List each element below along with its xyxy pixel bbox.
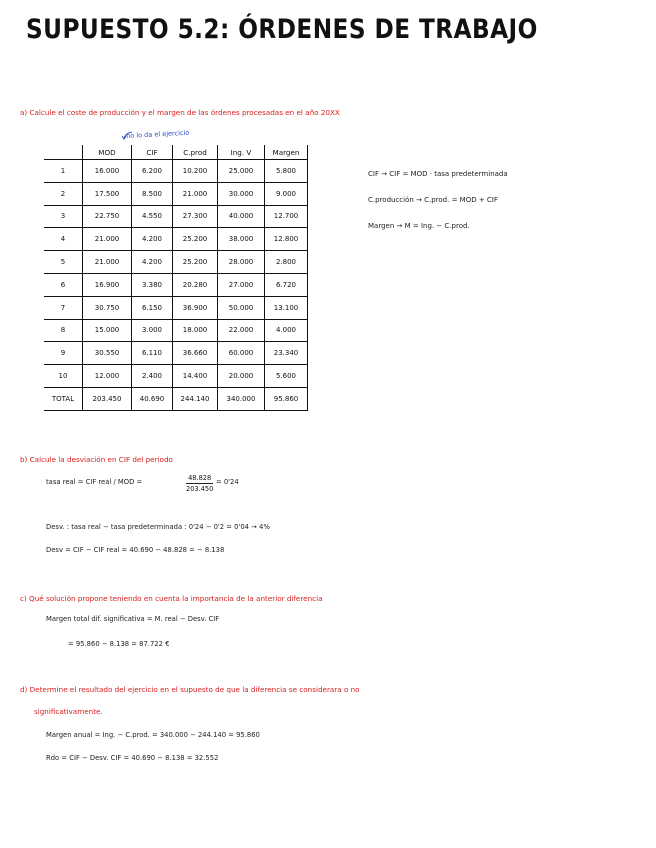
table-cell: 14.400	[173, 365, 218, 388]
table-cell: 30.750	[83, 296, 132, 319]
table-cell: 17.500	[83, 182, 132, 205]
fraction-denominator: 203.450	[186, 485, 214, 493]
table-cell: 40.000	[218, 205, 265, 228]
table-cell: 13.100	[265, 296, 308, 319]
order-number-cell: TOTAL	[44, 387, 83, 410]
table-cell: 27.300	[173, 205, 218, 228]
order-number-cell: 2	[44, 182, 83, 205]
table-cell: 4.200	[132, 251, 173, 274]
table-cell: 18.000	[173, 319, 218, 342]
table-cell: 27.000	[218, 273, 265, 296]
order-number-cell: 7	[44, 296, 83, 319]
column-header: Ing. V	[218, 145, 265, 160]
desviacion-cif-line: Desv = CIF − CIF real = 40.690 − 48.828 = − 8.138	[46, 546, 225, 554]
formulas-block	[368, 170, 508, 248]
table-cell: 25.200	[173, 228, 218, 251]
table-cell: 36.660	[173, 342, 218, 365]
table-cell: 50.000	[218, 296, 265, 319]
table-cell: 4.550	[132, 205, 173, 228]
table-cell: 36.900	[173, 296, 218, 319]
table-cell: 30.550	[83, 342, 132, 365]
table-cell: 21.000	[83, 228, 132, 251]
order-number-cell: 1	[44, 160, 83, 183]
table-cell: 22.000	[218, 319, 265, 342]
table-cell: 38.000	[218, 228, 265, 251]
table-cell: 203.450	[83, 387, 132, 410]
question-b: b) Calcule la desviación en CIF del periodo	[20, 455, 173, 464]
table-cell: 244.140	[173, 387, 218, 410]
formula-line: Margen → M = Ing. − C.prod.	[368, 222, 470, 230]
formula-line: CIF → CIF = MOD · tasa predeterminada	[368, 170, 508, 178]
table-cell: 20.280	[173, 273, 218, 296]
order-number-cell: 8	[44, 319, 83, 342]
table-cell: 10.200	[173, 160, 218, 183]
column-header	[44, 145, 83, 160]
table-cell: 6.150	[132, 296, 173, 319]
table-row	[44, 160, 308, 183]
table-row	[44, 387, 308, 410]
tasa-real-result: = 0'24	[216, 478, 239, 486]
question-c: c) Qué solución propone teniendo en cuenta la importancia de la anterior diferencia	[20, 594, 323, 603]
column-header: CIF	[132, 145, 173, 160]
table-cell: 2.800	[265, 251, 308, 274]
page-title: SUPUESTO 5.2: ÓRDENES DE TRABAJO	[26, 14, 538, 45]
table-cell: 15.000	[83, 319, 132, 342]
order-number-cell: 4	[44, 228, 83, 251]
table-header-row	[44, 145, 308, 160]
table-cell: 3.000	[132, 319, 173, 342]
margen-total-result: = 95.860 − 8.138 = 87.722 €	[68, 640, 170, 648]
table-cell: 95.860	[265, 387, 308, 410]
table-row	[44, 251, 308, 274]
question-a: a) Calcule el coste de producción y el margen de las órdenes procesadas en el año 20XX	[20, 108, 340, 117]
table-cell: 21.000	[173, 182, 218, 205]
tasa-real-fraction	[186, 473, 213, 494]
desviacion-tasa-line: Desv. : tasa real − tasa predeterminada : 0'24 − 0'2 = 0'04 → 4%	[46, 523, 270, 531]
table-cell: 5.800	[265, 160, 308, 183]
table-row	[44, 296, 308, 319]
margen-anual-line: Margen anual = Ing. − C.prod. = 340.000 − 244.140 = 95.860	[46, 731, 260, 739]
table-cell: 6.110	[132, 342, 173, 365]
formula-line: C.producción → C.prod. = MOD + CIF	[368, 196, 498, 204]
table-cell: 2.400	[132, 365, 173, 388]
table-row	[44, 205, 308, 228]
question-d: d) Determine el resultado del ejercicio en el supuesto de que la diferencia se considerara o no	[20, 685, 360, 694]
margen-total-line: Margen total dif. significativa = M. real − Desv. CIF	[46, 615, 220, 623]
table-cell: 3.380	[132, 273, 173, 296]
table-cell: 21.000	[83, 251, 132, 274]
order-number-cell: 6	[44, 273, 83, 296]
table-cell: 12.700	[265, 205, 308, 228]
table-cell: 12.000	[83, 365, 132, 388]
table-cell: 20.000	[218, 365, 265, 388]
fraction-numerator: 48.828	[186, 473, 213, 484]
table-cell: 12.800	[265, 228, 308, 251]
order-number-cell: 10	[44, 365, 83, 388]
table-row	[44, 365, 308, 388]
column-header: MOD	[83, 145, 132, 160]
table-row	[44, 319, 308, 342]
order-number-cell: 5	[44, 251, 83, 274]
table-cell: 4.000	[265, 319, 308, 342]
table-cell: 5.600	[265, 365, 308, 388]
table-cell: 28.000	[218, 251, 265, 274]
table-cell: 23.340	[265, 342, 308, 365]
table-cell: 9.000	[265, 182, 308, 205]
table-annotation: no lo da el ejercicio	[126, 128, 190, 140]
table-cell: 22.750	[83, 205, 132, 228]
table-row	[44, 228, 308, 251]
table-cell: 40.690	[132, 387, 173, 410]
resultado-line: Rdo = CIF − Desv. CIF = 40.690 − 8.138 = 32.552	[46, 754, 219, 762]
table-row	[44, 342, 308, 365]
table-cell: 8.500	[132, 182, 173, 205]
column-header: C.prod	[173, 145, 218, 160]
table-cell: 25.200	[173, 251, 218, 274]
table-cell: 340.000	[218, 387, 265, 410]
table-row	[44, 182, 308, 205]
table-cell: 6.200	[132, 160, 173, 183]
orders-table	[44, 145, 308, 411]
order-number-cell: 3	[44, 205, 83, 228]
table-cell: 4.200	[132, 228, 173, 251]
table-cell: 16.900	[83, 273, 132, 296]
table-cell: 16.000	[83, 160, 132, 183]
table-row	[44, 273, 308, 296]
table-cell: 60.000	[218, 342, 265, 365]
table-cell: 25.000	[218, 160, 265, 183]
table-cell: 6.720	[265, 273, 308, 296]
table-cell: 30.000	[218, 182, 265, 205]
column-header: Margen	[265, 145, 308, 160]
tasa-real-line: tasa real = CIF real / MOD =	[46, 478, 143, 486]
question-d-continued: significativamente.	[34, 707, 103, 716]
order-number-cell: 9	[44, 342, 83, 365]
